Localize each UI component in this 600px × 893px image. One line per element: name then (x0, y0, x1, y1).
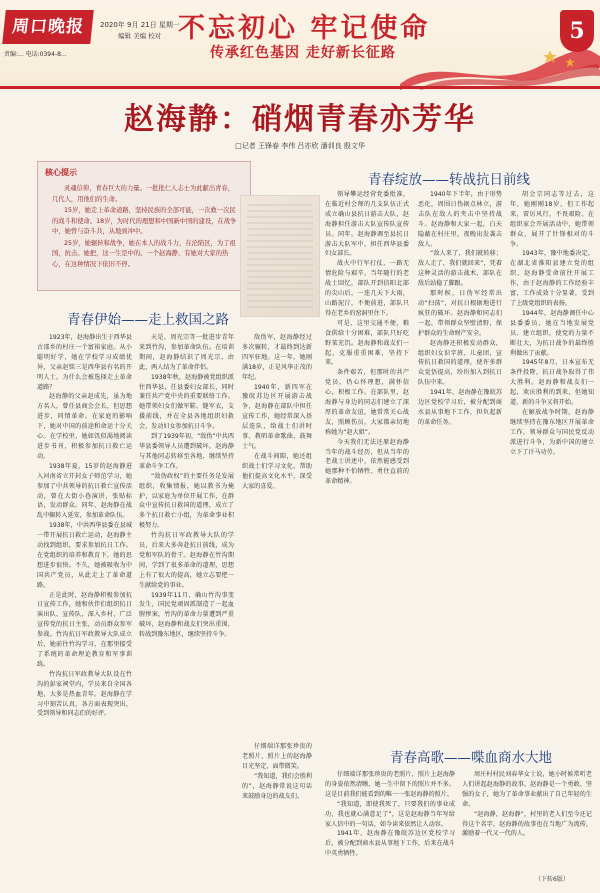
article-byline: □记者 王锋春 李伟 吕亦欣 潘训良 殷文华 (235, 142, 365, 150)
paragraph: 赵海静的父亲赵成先，虽为地方名人，曾任县商会会长，但思想进步，同情革命。在家庭的影响下，她对中国的前途和命运十分关心。在学校里，她如饥似渴地阅读进步书刊，积极参加抗日救亡运动。 (37, 393, 132, 460)
paragraph: 仔细端详那张珍贵的老照片，照片上的赵海静目光坚定，面带微笑。 (242, 743, 312, 770)
paragraph: 仔细端详那张珍贵的老照片，照片上赵海静的身姿依然清晰，她一生中留下的照片并不多。这是目前我们能看到的唯一一张赵海静的照片。 (325, 771, 455, 798)
core-tip-box (37, 161, 251, 291)
paragraph: 今天我们无法还原赵海静当年的战斗经历，但从当年的老战士讲述中，依然能感受到她那种不怕牺牲、勇往直前的革命精神。 (325, 438, 409, 486)
paragraph: 竹沟抗日军政教导大队设在竹沟的彭家祠堂内，学员来自全国各地，大多是热血青年。赵海静在学习中刻苦认真，各方面表现突出，受到领导和同志们的好评。 (37, 670, 132, 718)
paragraph: 1939年11月，确山竹沟事变发生，国民党顽固派制造了一起血腥惨案，竹沟的革命力量遭到严重破坏，赵海静和战友们突出重围，转战到豫东地区，继续坚持斗争。 (139, 591, 234, 639)
section-heading-frontline: 青春绽放——转战抗日前线 (368, 172, 530, 188)
paragraph: 1944年，赵海静调任中心县委委员，她在当地发展党员、建立组织，使党的力量不断壮大，为抗日战争的最终胜利做出了贡献。 (510, 309, 594, 357)
paragraph: 1938年夏，15岁的赵海静进入河南省立开封女子师范学习，她参加了中共领导的抗日救亡宣传活动，曾在大街小巷演讲，张贴标语，发动群众。同年，赵海静在战乱中辗转入延安，参加革命队伍。 (37, 462, 132, 520)
paragraph: 天是，周光宗等一批进步青年来到竹沟，参加革命队伍。在培训期间，赵海静结识了周光宗，由此，两人结为了革命伴侣。 (139, 334, 234, 371)
paragraph: 1938年秋，赵海静被党组织派往西华县，任县委妇女部长，同时兼任共产党中央的重要联络工作。她带领妇女们做军鞋、缝军衣，支援前线，并在全县各地组织妇救会，发动妇女参加抗日斗争。 (139, 373, 234, 431)
paragraph: “赵海静，赵海静”，村里的老人们至今还记得这个名字，赵海静的故事也在当地广为流传，激励着一代又一代的人。 (462, 810, 592, 838)
masthead-divider (0, 86, 600, 89)
continued-on-note: （下转6版） (535, 876, 569, 883)
section-heading-beginning: 青春伊始——走上救国之路 (67, 312, 229, 328)
article-column-4 (325, 190, 409, 738)
tip-paragraph: 25岁，她辗转和战争，她在本人的战斗力，在沦陷区，为了祖国，抗击。她把，这一生是中的。一个赵海静，有她对大家的热心，在这种情况下依旧不停。 (52, 239, 236, 268)
article-headline: 赵海静：硝烟青春亦芳华 (124, 102, 476, 137)
paragraph: 那时候，日伪军经常出动“扫荡”，对抗日根据地进行疯狂的破坏。赵海静和同志们一起，带领群众坚壁清野，保护群众的生命财产安全。 (418, 290, 502, 337)
article-column-8 (462, 770, 592, 886)
paragraph: “敌伪政权”的主要任务是发展组织，收集情报，她以教书为掩护，以家庭为单位开展工作，在群众中宣传抗日救国的道理，成立了多个抗日救亡小组，为革命事业积极努力。 (139, 472, 234, 530)
contact-line: 责编:... 电话:0394-8... (4, 51, 67, 58)
article-column-3 (242, 333, 312, 738)
paragraph: 1938年，中共西华县委在县城一带开展抗日救亡运动，赵海静主动找到组织，要求参加抗日工作。在党组织的培养和教育下，她的思想进步很快。不久，她被吸收为中国共产党员，从此走上了革命道路。 (37, 522, 132, 589)
article-column-1 (37, 333, 132, 886)
paragraph: 在解放战争时期，赵海静继续坚持在豫东地区开展革命工作，领导群众与国民党反动派进行斗争，为新中国的建立立下了汗马功劳。 (510, 408, 594, 456)
paragraph: 在战斗间隙，她还组织战士们学习文化，帮助他们提高文化水平，深受大家的喜爱。 (242, 452, 312, 490)
paragraph: 1923年，赵海静出生于西华县古邵乡的村庄一个富裕家庭。从小聪明好学，她在学校学习成绩优异，父亲赵铭三是西华县有名的开明人士。为什么会被选择走上革命道路？ (37, 334, 132, 391)
section-heading-shangshui: 青春高歌——喋血商水大地 (390, 750, 552, 766)
paragraph: 战火中行军打仗，一路无情危险与艰辛，当年随行的老战士回忆，部队开到信阳北部的尖山后，一连几天下大雨，山路泥泞，不便前进，部队只得在老乡的窑洞里住下。 (325, 260, 409, 317)
paragraph: 1940年，新四军在豫皖苏边区开展游击战争，赵海静在部队中担任宣传工作，她经常深入基层连队，给战士们讲时事、教唱革命歌曲，鼓舞士气。 (242, 383, 312, 450)
paragraph: 1941年，赵海静在豫皖苏边区党校学习后，被分配到商水县从事地下工作，后来在战斗中英勇牺牲。 (325, 830, 455, 858)
paragraph: 胡会宗同志等过去，这年，她刚刚18岁，但工作起来，雷厉风行，不畏艰险。在组织家会开展活动中，她带领群众，展开了针锋相对的斗争。 (510, 191, 594, 248)
article-column-3-lower (242, 742, 312, 886)
editor-credits: 编辑 美编 校对 (118, 32, 162, 40)
paragraph: “我知道，我们会胜利的”，赵海静常说这句话来鼓励身边的战友们。 (242, 772, 312, 800)
article-column-7 (325, 770, 455, 886)
paragraph: 领导攀运经营党委批准，在临近村会师的几支队伍正式成立确山县抗日游击大队，赵海静担任游击大队宣传队宣传员。同年，赵海静调至县抗日游击大队军中，担任西华县委妇女部长。 (325, 191, 409, 258)
paragraph: 1945年8月，日本宣布无条件投降，抗日战争取得了伟大胜利。赵海静和战友们一起，欢庆胜利的到来，但她知道，新的斗争又将开始。 (510, 359, 594, 407)
faded-background-image (240, 195, 320, 317)
paragraph: 敌伪军，赵海静经过多次辗转，才最终到达新四军驻地。这一年，她刚满18岁，正是风华正茂的年纪。 (242, 334, 312, 381)
article-column-5 (418, 190, 502, 738)
newspaper-logo: 周口晚报 (2, 10, 94, 44)
article-column-6 (510, 190, 594, 738)
paragraph: “我知道，即使我死了，只要我们的事业成功，我也就心满意足了”，这是赵海静当年写给家人信中的一句话，如今读来依然让人动容。 (325, 800, 455, 828)
tip-paragraph: 灵魂信仰，青春巨大的力量。一批批仁人志士为此献出青春，几代人，用他们的生命。 (52, 185, 235, 203)
paragraph: 正是此时，赵海静积极参加抗日宣传工作，她和伙伴们组织抗日演出队、宣传队，深入乡村，广泛宣传党的抗日主张，动员群众参军参战。竹沟抗日军政教导大队成立后，她前往竹沟学习，在那里接受了系统的革命理论教育和军事训练。 (37, 591, 132, 668)
slogan-main: 不忘初心 牢记使命 (178, 13, 431, 44)
core-tip-body (52, 184, 240, 271)
paragraph: “敌人来了，我们就转移；敌人走了，我们就回来”，凭着这种灵活的游击战术，部队在敌后站稳了脚跟。 (418, 250, 502, 288)
article-column-2 (139, 333, 234, 886)
tip-paragraph: 15岁，她走上革命道路，坚持民族的全部可能，一次救一次民的战斗和使命。18岁，为时代的理想和中国新中国的建设，在战争中，她曾与奋斗共，从地到冲中。 (52, 207, 237, 235)
paragraph: 可是，这里交通不便，粮食供给十分困难，部队只好吃野菜充饥。赵海静和战友们一起，克服重重困难，坚持下来。 (325, 319, 409, 367)
core-tip-title: 核心提示 (45, 168, 77, 177)
masthead (0, 0, 600, 90)
paragraph: 1940年下半年，由于形势恶化，周围日伪据点林立，游击队在敌人的夹击中坚持战斗。赵海静和大家一起，白天隐蔽在村庄里，夜晚出发袭击敌人。 (418, 191, 502, 248)
paragraph: 到了1939年初，“敌伪”中共西华县委领导人员遭到破坏，赵海静与其他同志转移至各地，继续坚持革命斗争工作。 (139, 433, 234, 470)
paragraph: 条件艰苦，但那时的共产党员，仍心怀理想，满怀信心，积极工作。在部队里，赵海静与身边的同志们建立了深厚的革命友谊，她常常关心战友，照顾伤员，大家都亲切地称她为“赵大姐”。 (325, 369, 409, 436)
paragraph: 周庄村村民刘春华女士说，她小时候常听老人们讲起赵海静的故事，赵海静是一个勇敢、坚强的女子，她为了革命事业献出了自己年轻的生命。 (462, 771, 592, 808)
paragraph: 1941年，赵海静在豫皖苏边区党校学习后，被分配到商水县从事地下工作，担负起新的革命任务。 (418, 389, 502, 426)
paragraph: 1943年，豫中地委决定，在湖北省淮阳县建立党的组织，赵海静受命前往开展工作，由于赵海静的工作经验丰富，工作成效十分显著，受到了上级党组织的表扬。 (510, 250, 594, 307)
issue-date: 2020年 9月 21日 星期一 (100, 21, 180, 29)
paragraph: 竹沟抗日军政教导大队的学员，后来大多奔赴抗日前线，成为党和军队的骨干。赵海静在竹沟期间，学到了很多革命的道理，思想上有了很大的提高，她立志要把一生献给党的事业。 (139, 532, 234, 589)
slogan-sub: 传承红色基因 走好新长征路 (210, 45, 396, 61)
paragraph: 赵海静还积极发动群众，组织妇女识字班、儿童团，宣传抗日救国的道理，使许多群众觉悟提高，纷纷加入到抗日队伍中来。 (418, 339, 502, 387)
page-number-badge: 5 (560, 10, 594, 52)
